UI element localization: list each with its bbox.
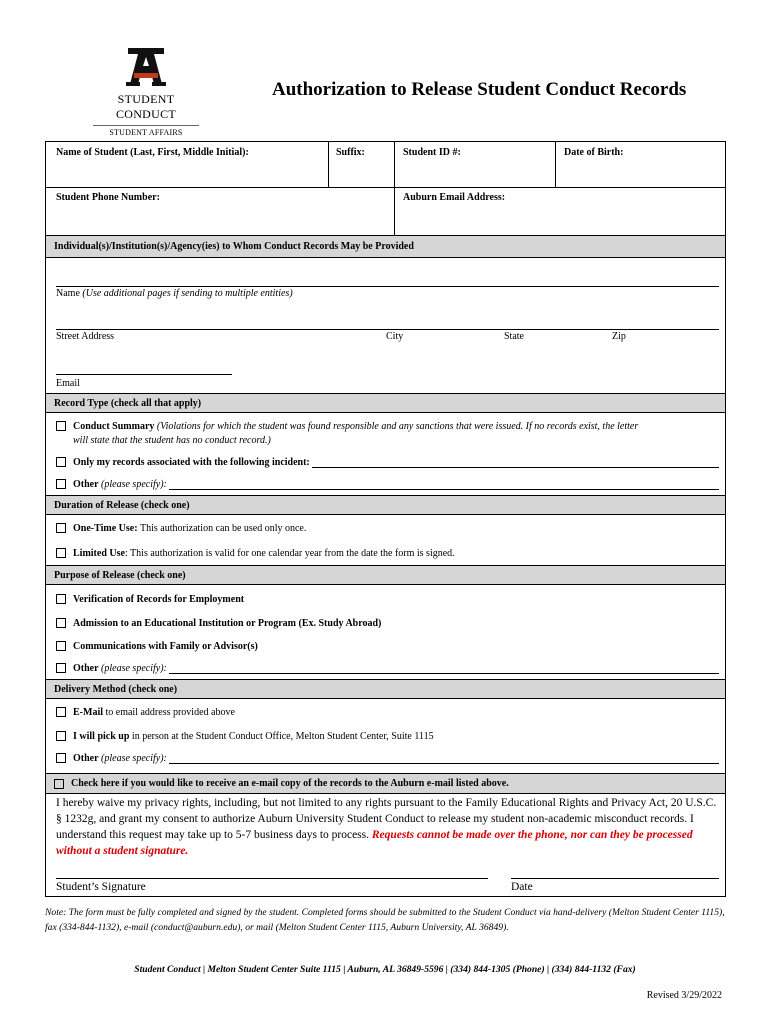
checkbox[interactable] (54, 779, 64, 789)
recipient-email-label: Email (56, 378, 80, 389)
recipient-name-label (56, 288, 293, 299)
checkbox[interactable] (56, 457, 66, 467)
divider (46, 187, 725, 188)
delivery-email-text: to email address provided above (105, 707, 235, 718)
record-type-header: Record Type (check all that apply) (46, 393, 725, 413)
purpose-employment-option[interactable] (56, 594, 719, 605)
conduct-summary-label: Conduct Summary (73, 421, 155, 432)
checkbox[interactable] (56, 523, 66, 533)
other-note: (please specify): (101, 753, 167, 764)
checkbox[interactable] (56, 707, 66, 717)
purpose-other-fill-line[interactable] (169, 664, 719, 674)
limited-use-option[interactable] (56, 548, 719, 559)
incident-option[interactable] (56, 457, 719, 468)
student-name-label: Name of Student (Last, First, Middle Initial): (56, 147, 249, 158)
logo-rule (93, 125, 199, 126)
name-note: (Use additional pages if sending to multiple entities) (82, 288, 293, 299)
checkbox[interactable] (56, 663, 66, 673)
record-other-option[interactable] (56, 479, 719, 490)
delivery-other-fill-line[interactable] (169, 754, 719, 764)
signature-label: Student’s Signature (56, 881, 146, 893)
delivery-pickup-option[interactable] (56, 731, 719, 742)
recipient-section-header: Individual(s)/Institution(s)/Agency(ies) to Whom Conduct Records May be Provided (46, 235, 725, 258)
purpose-admission-option[interactable] (56, 618, 719, 629)
waiver-paragraph (56, 795, 720, 859)
date-line[interactable] (511, 878, 719, 879)
checkbox[interactable] (56, 594, 66, 604)
other-label: Other (73, 753, 99, 764)
limited-use-label: Limited Use (73, 548, 125, 559)
checkbox[interactable] (56, 753, 66, 763)
purpose-header: Purpose of Release (check one) (46, 565, 725, 585)
delivery-pickup-text: in person at the Student Conduct Office, Melton Student Center, Suite 1115 (131, 731, 434, 742)
delivery-header: Delivery Method (check one) (46, 679, 725, 699)
recipient-name-line[interactable] (56, 286, 719, 287)
state-label: State (504, 331, 524, 342)
page-title: Authorization to Release Student Conduct Records (272, 79, 687, 100)
email-copy-label: Check here if you would like to receive an e-mail copy of the records to the Auburn e-mail listed above. (71, 778, 509, 789)
purpose-other-option[interactable] (56, 663, 719, 674)
checkbox[interactable] (56, 641, 66, 651)
duration-header: Duration of Release (check one) (46, 495, 725, 515)
release-form (45, 141, 726, 897)
date-label: Date (511, 881, 533, 893)
checkbox[interactable] (56, 548, 66, 558)
submission-note: Note: The form must be fully completed and signed by the student. Completed forms should be submitted to the Student Conduct via hand-delivery (Melton Student Center 1115), fax (334-844-1132), e-mail (conduct@auburn.edu), or mail (Melton Student Center 1115, Auburn University, AL 36849). (45, 907, 725, 933)
limited-use-text: : This authorization is valid for one calendar year from the date the form is signed. (124, 548, 455, 559)
delivery-other-option[interactable] (56, 753, 719, 764)
purpose-communications-option[interactable] (56, 641, 719, 652)
city-label: City (386, 331, 404, 342)
one-time-text: This authorization can be used only once. (140, 523, 307, 534)
name-label: Name (56, 288, 80, 299)
conduct-summary-note-2: will state that the student has no conduct record.) (73, 435, 271, 446)
record-other-fill-line[interactable] (169, 480, 719, 490)
zip-label: Zip (612, 331, 626, 342)
signature-line[interactable] (56, 878, 488, 879)
waiver-warning: Requests cannot be made over the phone, nor can they be processed without a student signature. (56, 829, 693, 857)
conduct-summary-option[interactable] (56, 421, 719, 432)
auburn-logo (88, 46, 204, 137)
delivery-email-option[interactable] (56, 707, 719, 718)
delivery-email-label: E-Mail (73, 707, 103, 718)
divider (328, 142, 329, 187)
phone-label: Student Phone Number: (56, 192, 160, 203)
logo-line1: STUDENT CONDUCT (115, 92, 177, 121)
one-time-option[interactable] (56, 523, 719, 534)
footer-contact: Student Conduct | Melton Student Center Suite 1115 | Auburn, AL 36849-5596 | (334) 844-1305 (Phone) | (334) 844-1132 (Fax) (134, 964, 636, 975)
other-label: Other (73, 479, 99, 490)
other-note: (please specify): (101, 663, 167, 674)
other-note: (please specify): (101, 479, 167, 490)
street-label: Street Address (56, 331, 115, 342)
checkbox[interactable] (56, 618, 66, 628)
delivery-pickup-label: I will pick up (73, 731, 130, 742)
incident-label: Only my records associated with the following incident: (73, 457, 310, 468)
one-time-label: One-Time Use: (73, 523, 138, 534)
checkbox[interactable] (56, 731, 66, 741)
recipient-email-line[interactable] (56, 374, 232, 375)
logo-line2: STUDENT AFFAIRS (109, 128, 183, 137)
conduct-summary-note: (Violations for which the student was found responsible and any sanctions that were issued. If no records exist, the letter (156, 421, 639, 432)
divider (555, 142, 556, 187)
purpose-admission-label: Admission to an Educational Institution or Program (Ex. Study Abroad) (73, 618, 382, 629)
auburn-email-label: Auburn Email Address: (403, 192, 506, 203)
other-label: Other (73, 663, 99, 674)
suffix-label: Suffix: (336, 147, 365, 158)
checkbox[interactable] (56, 421, 66, 431)
email-copy-row[interactable] (46, 773, 725, 794)
au-monogram-icon (124, 46, 168, 88)
divider (394, 142, 395, 235)
purpose-communications-label: Communications with Family or Advisor(s) (73, 641, 258, 652)
dob-label: Date of Birth: (564, 147, 624, 158)
checkbox[interactable] (56, 479, 66, 489)
incident-fill-line[interactable] (312, 458, 719, 468)
student-id-label: Student ID #: (403, 147, 461, 158)
revised-date: Revised 3/29/2022 (646, 990, 722, 1001)
street-address-line[interactable] (56, 329, 719, 330)
purpose-employment-label: Verification of Records for Employment (73, 594, 245, 605)
waiver-text: I hereby waive my privacy rights, including, but not limited to any rights pursuant to the Family Educational Rights and Privacy Act, 20 U.S.C. § 1232g, and grant my consent to authorize Auburn University Student Conduct to release my student non-academic misconduct records. I understand this request may take up to 5-7 business days to process. (56, 797, 717, 841)
